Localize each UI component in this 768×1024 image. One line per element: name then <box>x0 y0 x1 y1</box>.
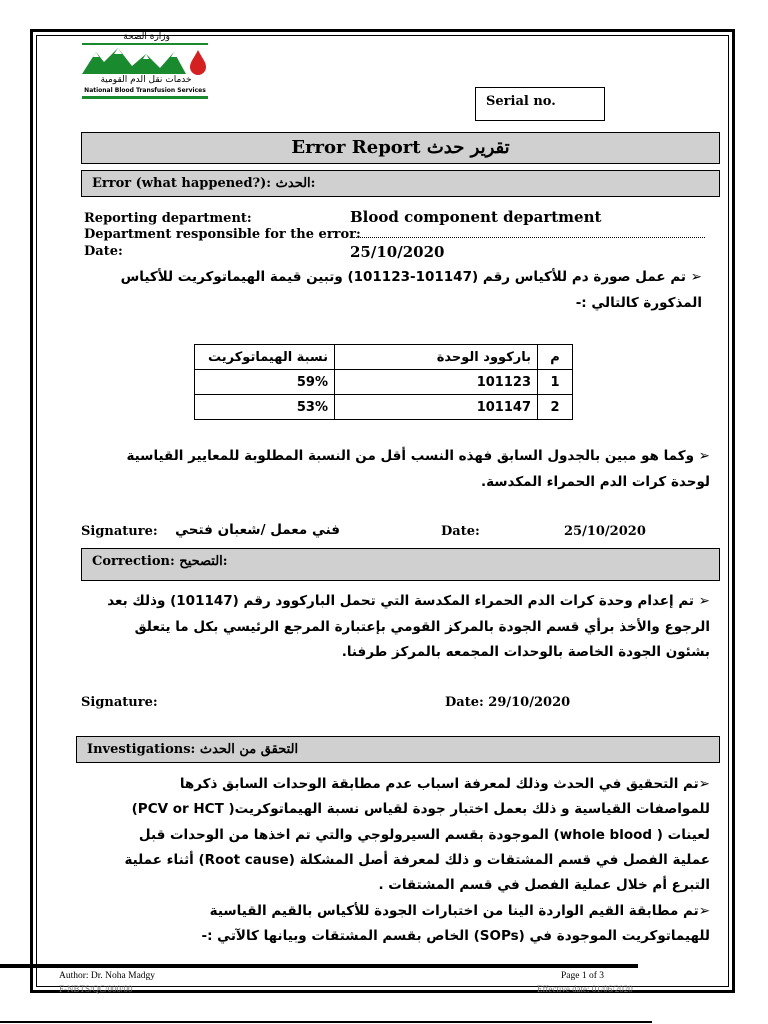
investigation-line-2: للمواصفات القياسية و ذلك بعمل اختبار جودة لقياس نسبة الهيماتوكريت( PCV or HCT) <box>131 801 710 817</box>
serial-number-box[interactable] <box>475 87 605 121</box>
responsible-department-label: Department responsible for the error: <box>84 227 361 242</box>
signature-2-date: Date: 29/10/2020 <box>445 695 571 710</box>
reporting-department-value: Blood component department <box>350 208 602 226</box>
investigation-line-6: ➢تم مطابقة القيم الواردة الينا من اختبارات الجودة للأكياس بالقيم القياسية <box>209 903 710 919</box>
report-title-bar <box>81 132 720 164</box>
table-row <box>195 395 573 420</box>
signature-date-value: 25/10/2020 <box>564 524 646 539</box>
serial-label: Serial no. <box>486 94 556 109</box>
logo-top-bar <box>82 43 208 45</box>
investigations-section-label: Investigations: التحقق من الحدث <box>87 742 299 757</box>
ministry-label: وزارة الصحة <box>123 32 170 42</box>
investigation-line-5: التبرع أم خلال عملية الفصل في قسم المشتقات . <box>378 877 710 893</box>
signature-name: فني معمل /شعبان فتحي <box>175 522 340 538</box>
row-barcode: 101147 <box>335 395 538 420</box>
footer-effective-date: Effective date: 01/06/2020 <box>537 984 633 994</box>
conclusion-line-1: ➢ وكما هو مبين بالجدول السابق فهذه النسب أقل من النسبة المطلوبة للمعايير القياسية <box>126 448 710 464</box>
report-title: Error Report تقرير حدث <box>291 137 510 158</box>
header-index: م <box>538 345 573 370</box>
conclusion-line-2: لوحدة كرات الدم الحمراء المكدسة. <box>480 474 710 490</box>
header-barcode: باركوود الوحدة <box>335 345 538 370</box>
footer-page: Page 1 of 3 <box>561 971 605 981</box>
signature-label: Signature: <box>81 524 158 539</box>
table-row <box>195 370 573 395</box>
error-description-line-2: المذكورة كالتالي :- <box>575 295 702 311</box>
signature-2-label: Signature: <box>81 695 158 710</box>
responsible-department-field[interactable] <box>350 237 705 238</box>
correction-line-1: ➢ تم إعدام وحدة كرات الدم الحمراء المكدسة التي تحمل الباركوود رقم (101147) وذلك بعد <box>107 593 710 609</box>
logo-bottom-bar <box>82 96 208 99</box>
nbts-logo <box>82 32 210 100</box>
row-hematocrit: 59% <box>195 370 335 395</box>
correction-section-bar <box>81 548 720 581</box>
footer-author: Author: Dr. Noha Madgy <box>59 971 156 981</box>
footer-rule <box>0 964 638 968</box>
error-description-line-1: ➢ تم عمل صورة دم للأكياس رقم (101147-101123) وتبين قيمة الهيماتوكريت للأكياس <box>120 269 702 285</box>
hematocrit-table <box>194 344 573 420</box>
date-value: 25/10/2020 <box>350 243 445 261</box>
row-hematocrit: 53% <box>195 395 335 420</box>
investigation-line-3: لعينات ( whole blood) الموجودة بقسم السيرولوجي والتي تم اخذها من الوحدات قبل <box>138 827 710 843</box>
date-label: Date: <box>84 244 123 259</box>
mountain-drop-icon <box>82 46 210 76</box>
service-name-ar: خدمات نقل الدم القومية <box>100 75 192 85</box>
correction-section-label: Correction: التصحيح: <box>92 554 228 569</box>
error-section-bar <box>81 170 720 197</box>
error-section-label: Error (what happened?): الحدث: <box>92 176 316 191</box>
correction-line-2: الرجوع والأخذ برأي قسم الجودة بالمركز القومي بإعتبارة المرجع الرئيسي بكل ما يتعلق <box>134 619 710 635</box>
investigations-section-bar <box>76 736 720 763</box>
investigation-line-7: للهيماتوكريت الموجودة في (SOPs) الخاص بقسم المشتقات وبيانها كالآتي :- <box>201 928 710 944</box>
bottom-rule <box>0 1021 652 1023</box>
table-header-row <box>195 345 573 370</box>
reporting-department-label: Reporting department: <box>84 211 252 226</box>
header-hematocrit: نسبة الهيماتوكريت <box>195 345 335 370</box>
signature-date-label: Date: <box>441 524 480 539</box>
footer-code: F-NBTS/QC/000/00 <box>59 984 133 994</box>
service-name-en: National Blood Transfusion Services <box>84 87 206 94</box>
row-index: 1 <box>538 370 573 395</box>
row-barcode: 101123 <box>335 370 538 395</box>
investigation-line-4: عملية الفصل في قسم المشتقات و ذلك لمعرفة أصل المشكلة (Root cause) أثناء عملية <box>124 852 710 868</box>
correction-line-3: بشئون الجودة الخاصة بالوحدات المجمعه بالمركز طرفنا. <box>341 644 710 660</box>
investigation-line-1: ➢تم التحقيق في الحدث وذلك لمعرفة اسباب عدم مطابقة الوحدات السابق ذكرها <box>179 776 710 792</box>
row-index: 2 <box>538 395 573 420</box>
